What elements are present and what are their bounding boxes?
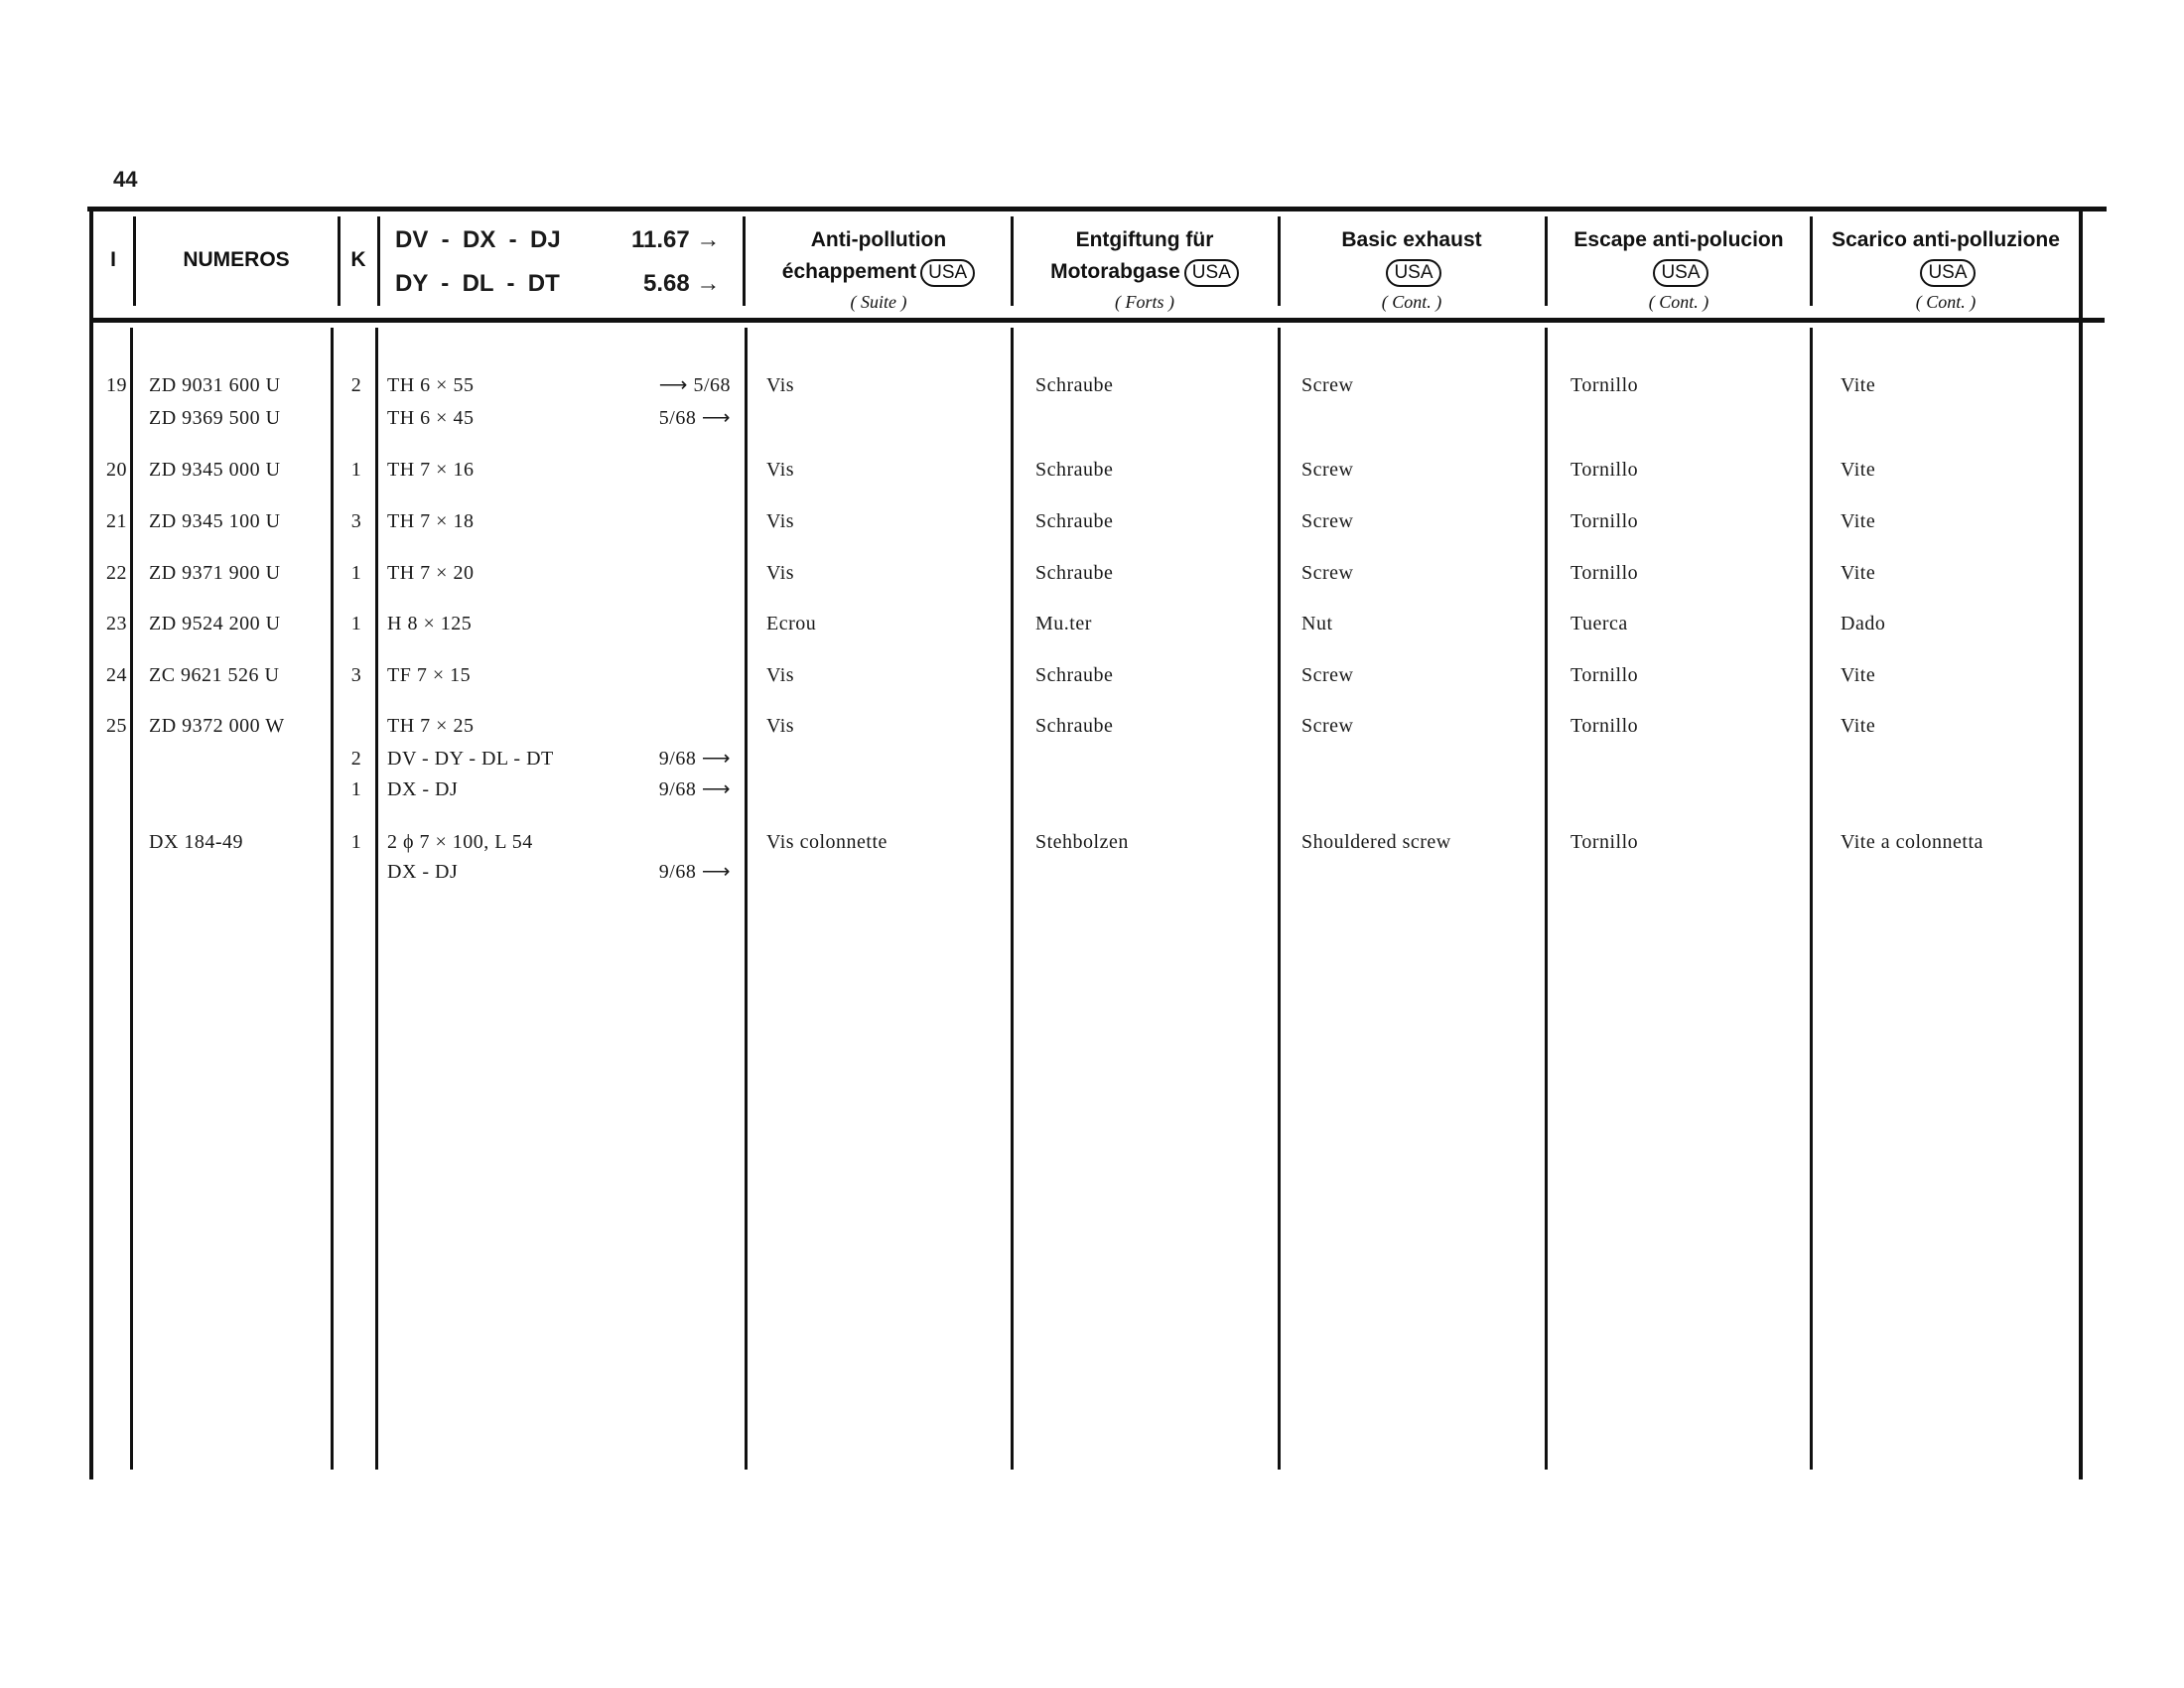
cell-de: Schraube — [1035, 374, 1114, 396]
cell-it: Vite — [1841, 715, 1876, 737]
divider — [1545, 328, 1548, 1470]
header-models-date1: 11.67 → — [631, 226, 721, 253]
usa-badge: USA — [1920, 259, 1975, 287]
cell-es: Tornillo — [1570, 374, 1639, 396]
divider — [375, 328, 378, 1470]
cell-de: Schraube — [1035, 459, 1114, 481]
cell-es: Tornillo — [1570, 510, 1639, 532]
header-bottom-rule — [91, 318, 2105, 323]
cell-de: Schraube — [1035, 715, 1114, 737]
cell-es: Tornillo — [1570, 715, 1639, 737]
cell-fr: Ecrou — [766, 613, 817, 634]
cell-index: 21 — [106, 510, 127, 532]
cell-index: 24 — [106, 664, 127, 686]
header-models-line1: DV - DX - DJ — [395, 226, 561, 253]
cell-index: 23 — [106, 613, 127, 634]
cell-en: Nut — [1301, 613, 1333, 634]
cell-de: Mu.ter — [1035, 613, 1092, 634]
cell-en: Screw — [1301, 510, 1354, 532]
table-top-rule — [87, 207, 2107, 211]
cell-fr: Vis — [766, 510, 795, 532]
cell-es: Tornillo — [1570, 664, 1639, 686]
cell-it: Dado — [1841, 613, 1886, 634]
divider — [1278, 216, 1281, 306]
cell-spec: H 8 × 125 — [387, 613, 473, 634]
cell-number: ZD 9524 200 U — [149, 613, 281, 634]
cell-number: ZD 9031 600 U — [149, 374, 281, 396]
divider — [377, 216, 380, 306]
divider — [130, 328, 133, 1470]
cell-it: Vite — [1841, 664, 1876, 686]
cell-number: DX 184-49 — [149, 831, 244, 853]
cell-en: Shouldered screw — [1301, 831, 1451, 853]
cell-spec: DX - DJ — [387, 778, 459, 800]
divider — [1810, 328, 1813, 1470]
cell-k: 1 — [350, 778, 362, 800]
cell-k: 2 — [350, 748, 362, 770]
cell-k: 3 — [350, 510, 362, 532]
cell-de: Schraube — [1035, 664, 1114, 686]
header-de: Entgiftung für Motorabgase USA ( Forts ) — [1015, 224, 1275, 316]
cell-fr: Vis colonnette — [766, 831, 887, 853]
cell-fr: Vis — [766, 562, 795, 584]
cell-es: Tuerca — [1570, 613, 1628, 634]
cell-k: 1 — [350, 613, 362, 634]
cell-number: ZD 9372 000 W — [149, 715, 285, 737]
cell-it: Vite — [1841, 459, 1876, 481]
divider — [1011, 328, 1014, 1470]
cell-date: ⟶ 5/68 — [658, 374, 731, 396]
cell-number: ZD 9371 900 U — [149, 562, 281, 584]
cell-date: 9/68 ⟶ — [658, 778, 731, 800]
header-numeros: NUMEROS — [183, 248, 290, 271]
cell-index: 20 — [106, 459, 127, 481]
cell-en: Screw — [1301, 374, 1354, 396]
cell-number: ZC 9621 526 U — [149, 664, 280, 686]
cell-it: Vite — [1841, 562, 1876, 584]
divider — [743, 216, 746, 306]
cell-spec: DV - DY - DL - DT — [387, 748, 554, 770]
cell-it: Vite — [1841, 510, 1876, 532]
usa-badge: USA — [1386, 259, 1440, 287]
header-it: Scarico anti-polluzione USA ( Cont. ) — [1832, 228, 2060, 312]
cell-spec: TH 7 × 20 — [387, 562, 475, 584]
cell-en: Screw — [1301, 459, 1354, 481]
cell-en: Screw — [1301, 715, 1354, 737]
cell-fr: Vis — [766, 715, 795, 737]
cell-index: 22 — [106, 562, 127, 584]
divider — [1810, 216, 1813, 306]
divider — [1278, 328, 1281, 1470]
cell-fr: Vis — [766, 374, 795, 396]
header-models-line2: DY - DL - DT — [395, 270, 560, 297]
cell-spec: TF 7 × 15 — [387, 664, 472, 686]
usa-badge: USA — [1653, 259, 1707, 287]
divider — [2079, 209, 2083, 1479]
divider — [133, 216, 136, 306]
cell-es: Tornillo — [1570, 459, 1639, 481]
header-index: I — [110, 248, 116, 271]
cell-date: 5/68 ⟶ — [658, 407, 731, 429]
cell-en: Screw — [1301, 664, 1354, 686]
header-k: K — [350, 248, 366, 271]
cell-de: Stehbolzen — [1035, 831, 1129, 853]
cell-spec: TH 6 × 45 — [387, 407, 475, 429]
cell-fr: Vis — [766, 664, 795, 686]
cell-de: Schraube — [1035, 562, 1114, 584]
header-en: Basic exhaust USA ( Cont. ) — [1341, 228, 1482, 312]
divider — [331, 328, 334, 1470]
cell-fr: Vis — [766, 459, 795, 481]
divider — [89, 209, 93, 1479]
cell-date: 9/68 ⟶ — [658, 861, 731, 883]
cell-es: Tornillo — [1570, 562, 1639, 584]
header-es: Escape anti-polucion USA ( Cont. ) — [1573, 228, 1784, 312]
cell-date: 9/68 ⟶ — [658, 748, 731, 770]
header-models-date2: 5.68 → — [643, 270, 721, 297]
cell-spec: TH 6 × 55 — [387, 374, 475, 396]
page-number: 44 — [113, 167, 138, 192]
cell-k: 1 — [350, 562, 362, 584]
cell-index: 19 — [106, 374, 127, 396]
divider — [1011, 216, 1014, 306]
cell-k: 1 — [350, 831, 362, 853]
cell-spec: TH 7 × 16 — [387, 459, 475, 481]
cell-it: Vite a colonnetta — [1841, 831, 1983, 853]
cell-spec: DX - DJ — [387, 861, 459, 883]
cell-en: Screw — [1301, 562, 1354, 584]
cell-number: ZD 9369 500 U — [149, 407, 281, 429]
arrow-right-icon: → — [696, 226, 721, 253]
cell-it: Vite — [1841, 374, 1876, 396]
cell-es: Tornillo — [1570, 831, 1639, 853]
header-fr: Anti-pollution échappement USA ( Suite ) — [749, 224, 1009, 316]
usa-badge: USA — [920, 259, 975, 287]
cell-spec: 2 ϕ 7 × 100, L 54 — [387, 831, 533, 853]
cell-k: 3 — [350, 664, 362, 686]
cell-number: ZD 9345 100 U — [149, 510, 281, 532]
cell-number: ZD 9345 000 U — [149, 459, 281, 481]
divider — [338, 216, 341, 306]
cell-spec: TH 7 × 25 — [387, 715, 475, 737]
cell-de: Schraube — [1035, 510, 1114, 532]
cell-spec: TH 7 × 18 — [387, 510, 475, 532]
divider — [1545, 216, 1548, 306]
arrow-right-icon: → — [696, 270, 721, 297]
divider — [745, 328, 748, 1470]
cell-k: 1 — [350, 459, 362, 481]
cell-index: 25 — [106, 715, 127, 737]
usa-badge: USA — [1184, 259, 1239, 287]
cell-k: 2 — [350, 374, 362, 396]
